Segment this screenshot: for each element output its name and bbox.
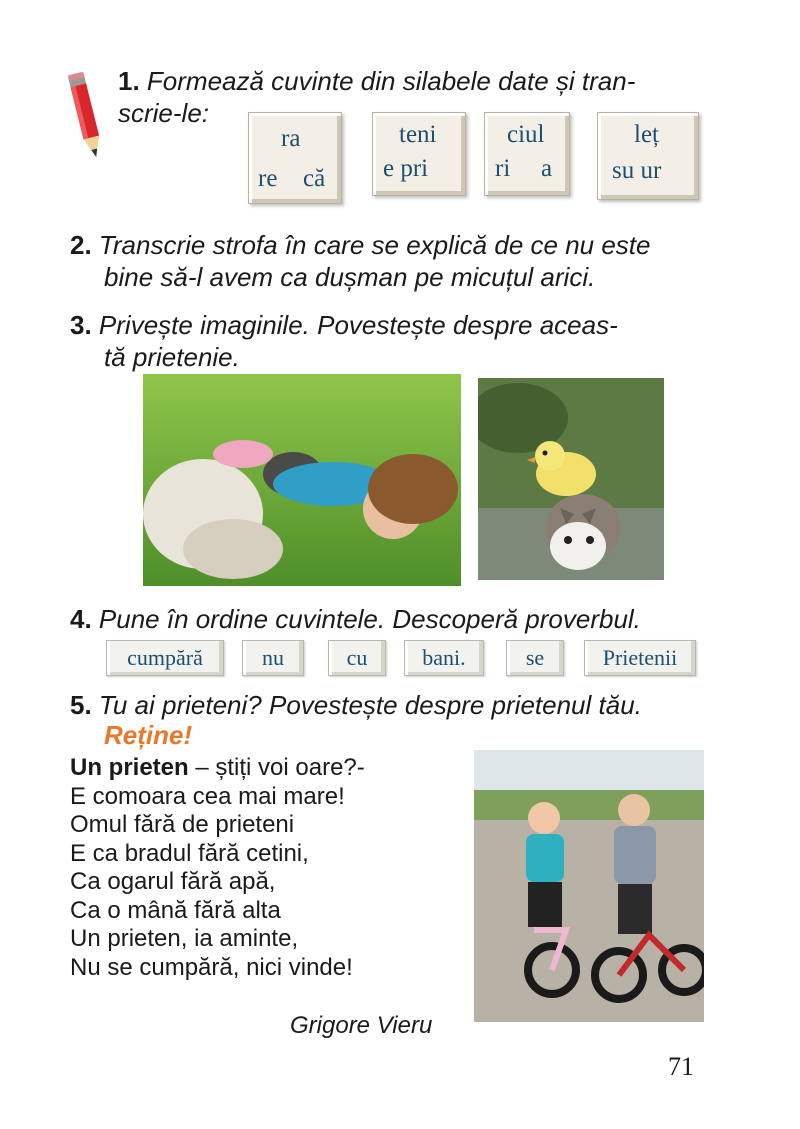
- task-1-line-2: scrie-le:: [118, 98, 210, 128]
- poem-author: Grigore Vieru: [290, 1012, 433, 1039]
- task-2-line-2: bine să-l avem ca dușman pe micuțul arici.: [104, 262, 596, 292]
- word-tile-cumpara: cumpără: [106, 640, 224, 676]
- word-tile-prietenii: Prietenii: [584, 640, 696, 676]
- task-5-text: 5. Tu ai prieteni? Povestește despre prietenul tău.: [70, 690, 642, 720]
- pencil-icon: [64, 66, 110, 166]
- photo-chick-on-kitten: [478, 378, 664, 580]
- word-tile-cu: cu: [328, 640, 386, 676]
- task-2-line-1: 2. Transcrie strofa în care se explică de ce nu este: [70, 230, 651, 260]
- task-3-line-1: 3. Privește imaginile. Povestește despre aceas-: [70, 310, 618, 340]
- retine-heading: Reține!: [104, 720, 193, 750]
- word-tile-bani: bani.: [404, 640, 484, 676]
- syllable-card-4: leț su ur: [597, 112, 699, 200]
- poem-line-1: Un prieten – știți voi oare?-: [70, 754, 365, 781]
- poem-line-5: Ca ogarul fără apă,: [70, 868, 276, 895]
- poem-line-3: Omul fără de prieteni: [70, 811, 295, 838]
- poem-line-6: Ca o mână fără alta: [70, 896, 281, 924]
- photo-girl-with-dog: [143, 374, 461, 586]
- poem-line-7: Un prieten, ia aminte,: [70, 925, 299, 952]
- page-number: 71: [668, 1052, 694, 1081]
- poem-line-4: E ca bradul fără cetini,: [70, 839, 309, 867]
- poem: [70, 754, 365, 982]
- syllable-card-1: ra re că: [248, 112, 342, 204]
- poem-line-2: E comoara cea mai mare!: [70, 782, 345, 810]
- photo-children-bicycles: [474, 750, 704, 1022]
- task-1-line-1: 1. Formează cuvinte din silabele date și tran-: [118, 66, 636, 96]
- word-tile-nu: nu: [242, 640, 304, 676]
- syllable-card-3: ciul ri a: [484, 112, 570, 196]
- word-tile-se: se: [506, 640, 564, 676]
- poem-title-bold: Un prieten: [70, 754, 189, 781]
- poem-line-8: Nu se cumpără, nici vinde!: [70, 953, 353, 981]
- task-4-text: 4. Pune în ordine cuvintele. Descoperă proverbul.: [70, 604, 641, 634]
- task-3-line-2: tă prietenie.: [104, 342, 240, 372]
- syllable-card-2: teni e pri: [372, 112, 466, 196]
